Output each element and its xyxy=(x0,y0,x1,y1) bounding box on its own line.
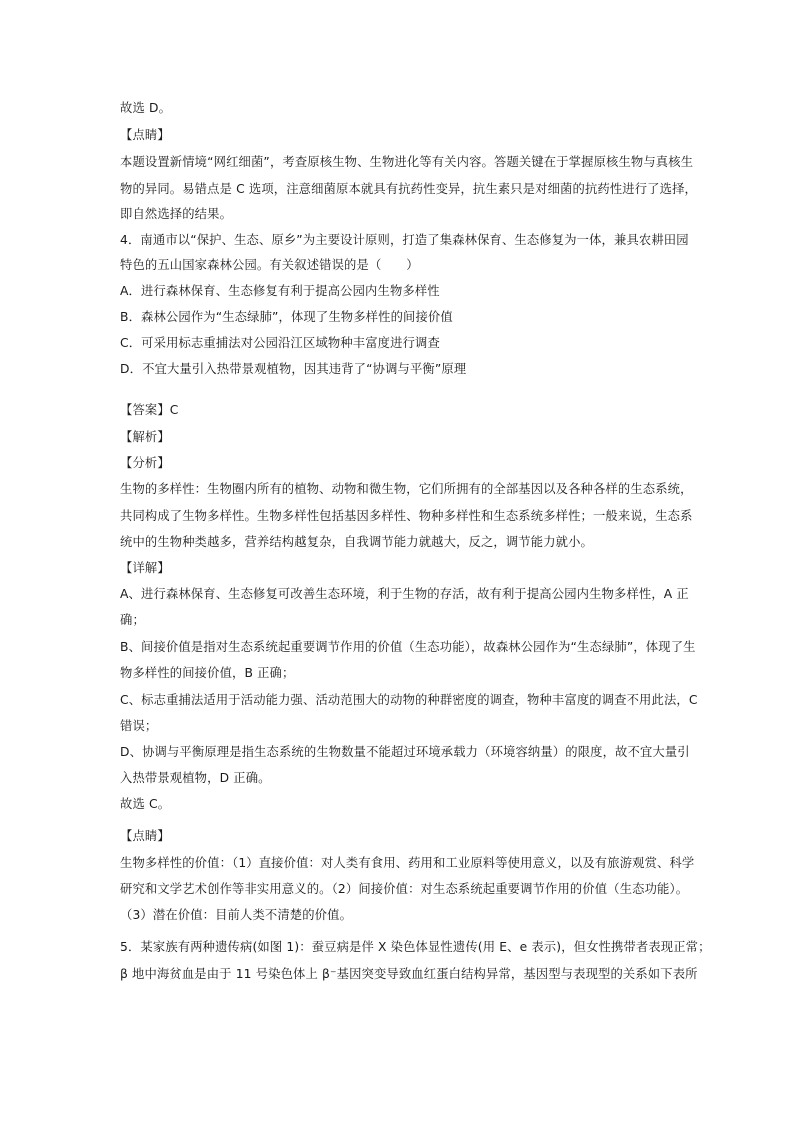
text-line: D、协调与平衡原理是指生态系统的生物数量不能超过环境承载力（环境容纳量）的限度，故不宜大量引 xyxy=(120,745,690,759)
text-line: A、进行森林保育、生态修复可改善生态环境，利于生物的存活，故有利于提高公园内生物多样性，A 正 xyxy=(120,587,689,601)
text-line: 即自然选择的结果。 xyxy=(120,207,233,221)
text-line: 共同构成了生物多样性。生物多样性包括基因多样性、物种多样性和生态系统多样性；一般来说，生态系 xyxy=(120,509,693,523)
conclusion-line: 故选 D。 xyxy=(120,101,172,115)
option-c: C．可采用标志重捕法对公园沿江区域物种丰富度进行调查 xyxy=(120,336,440,350)
section-heading-dianjing: 【点睛】 xyxy=(120,128,170,142)
text-line: 统中的生物种类越多，营养结构越复杂，自我调节能力就越大，反之，调节能力就小。 xyxy=(120,535,593,549)
conclusion-line: 故选 C。 xyxy=(120,797,171,811)
text-line: 确； xyxy=(120,613,145,627)
answer-line: 【答案】C xyxy=(120,403,179,417)
question-5-stem: β 地中海贫血是由于 11 号染色体上 β⁻基因突变导致血红蛋白结构异常，基因型与表现型的关系如下表所 xyxy=(120,967,698,981)
text-line: 物多样性的间接价值，B 正确； xyxy=(120,666,295,680)
section-heading-fenxi: 【分析】 xyxy=(120,456,170,470)
text-line: 入热带景观植物，D 正确。 xyxy=(120,771,271,785)
text-line: C、标志重捕法适用于活动能力强、活动范围大的动物的种群密度的调查，物种丰富度的调查不用此法，C xyxy=(120,693,698,707)
question-4-stem: 特色的五山国家森林公园。有关叙述错误的是（ ） xyxy=(120,258,419,272)
option-a: A．进行森林保育、生态修复有利于提高公园内生物多样性 xyxy=(120,284,440,298)
text-line: 生物的多样性：生物圈内所有的植物、动物和微生物，它们所拥有的全部基因以及各种各样的生态系统， xyxy=(120,482,693,496)
option-b: B．森林公园作为“生态绿肺”，体现了生物多样性的间接价值 xyxy=(120,310,453,324)
text-line: 错误； xyxy=(120,719,158,733)
text-line: 生物多样性的价值：（1）直接价值：对人类有食用、药用和工业原料等使用意义，以及有旅游观赏、科学 xyxy=(120,856,695,870)
section-heading-dianjing: 【点睛】 xyxy=(120,829,170,843)
question-5-stem: 5．某家族有两种遗传病(如图 1)：蚕豆病是伴 X 染色体显性遗传(用 E、e 表示)，但女性携带者表现正常； xyxy=(120,940,711,954)
section-heading-xiangjie: 【详解】 xyxy=(120,561,170,575)
text-line: 物的异同。易错点是 C 选项，注意细菌原本就具有抗药性变异，抗生素只是对细菌的抗药性进行了选择， xyxy=(120,182,697,196)
text-line: 本题设置新情境“网红细菌”，考查原核生物、生物进化等有关内容。答题关键在于掌握原核生物与真核生 xyxy=(120,155,694,169)
text-line: B、间接价值是指对生态系统起重要调节作用的价值（生态功能），故森林公园作为“生态绿肺”，体现了生 xyxy=(120,640,696,654)
text-line: （3）潜在价值：目前人类不清楚的价值。 xyxy=(120,908,353,922)
option-d: D．不宜大量引入热带景观植物，因其违背了“协调与平衡”原理 xyxy=(120,362,467,376)
section-heading-jiexi: 【解析】 xyxy=(120,430,170,444)
text-line: 研究和文学艺术创作等非实用意义的。（2）间接价值：对生态系统起重要调节作用的价值（生态功能）。 xyxy=(120,882,689,896)
question-4-stem: 4．南通市以“保护、生态、原乡”为主要设计原则，打造了集森林保育、生态修复为一体，兼具农耕田园 xyxy=(120,233,689,247)
